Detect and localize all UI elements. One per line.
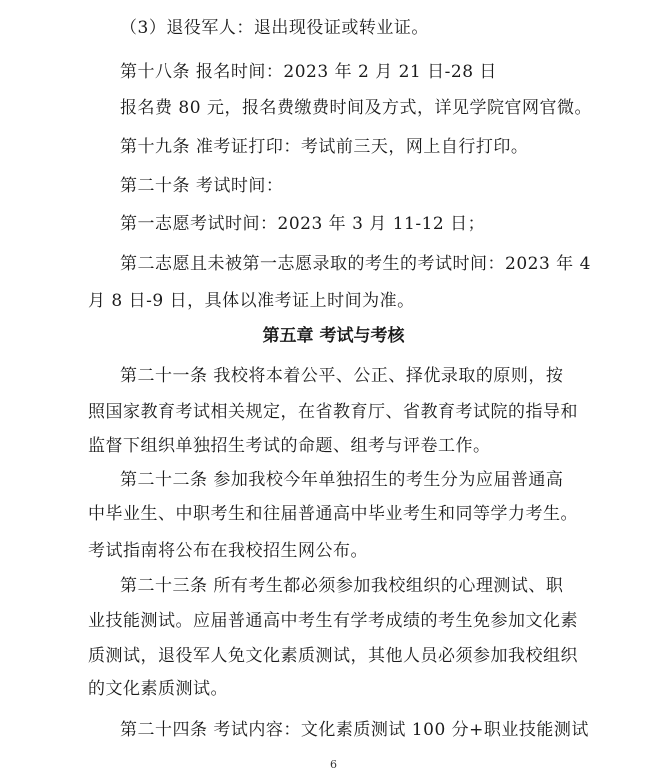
text-line: 报名费 80 元，报名费缴费时间及方式，详见学院官网官微。 (120, 98, 592, 118)
text-line: 第一志愿考试时间：2023 年 3 月 11-12 日； (120, 214, 486, 234)
text-line: 第二十一条 我校将本着公平、公正、择优录取的原则，按 (120, 366, 564, 386)
text-line: 第二十三条 所有考生都必须参加我校组织的心理测试、职 (120, 576, 564, 596)
text-line: 第二志愿且未被第一志愿录取的考生的考试时间：2023 年 4 (120, 254, 591, 274)
text-line: （3）退役军人：退出现役证或转业证。 (120, 18, 429, 38)
text-line: 第十九条 准考证打印：考试前三天，网上自行打印。 (120, 137, 529, 157)
text-line: 监督下组织单独招生考试的命题、组考与评卷工作。 (88, 436, 491, 456)
text-line: 照国家教育考试相关规定，在省教育厅、省教育考试院的指导和 (88, 402, 578, 422)
text-line: 第二十四条 考试内容：文化素质测试 100 分+职业技能测试 (120, 720, 589, 740)
text-line: 中毕业生、中职考生和往届普通高中毕业考生和同等学力考生。 (88, 504, 578, 524)
text-line: 第二十二条 参加我校今年单独招生的考生分为应届普通高 (120, 470, 564, 490)
text-line: 第二十条 考试时间： (120, 176, 284, 196)
text-line: 月 8 日-9 日，具体以准考证上时间为准。 (88, 291, 415, 311)
page-number: 6 (330, 758, 337, 771)
chapter-heading: 第五章 考试与考核 (262, 326, 405, 346)
text-line: 第十八条 报名时间：2023 年 2 月 21 日-28 日 (120, 62, 497, 82)
text-line: 的文化素质测试。 (88, 679, 228, 699)
text-line: 业技能测试。应届普通高中考生有学考成绩的考生免参加文化素 (88, 611, 578, 631)
text-line: 质测试，退役军人免文化素质测试，其他人员必须参加我校组织 (88, 646, 578, 666)
text-line: 考试指南将公布在我校招生网公布。 (88, 541, 368, 561)
